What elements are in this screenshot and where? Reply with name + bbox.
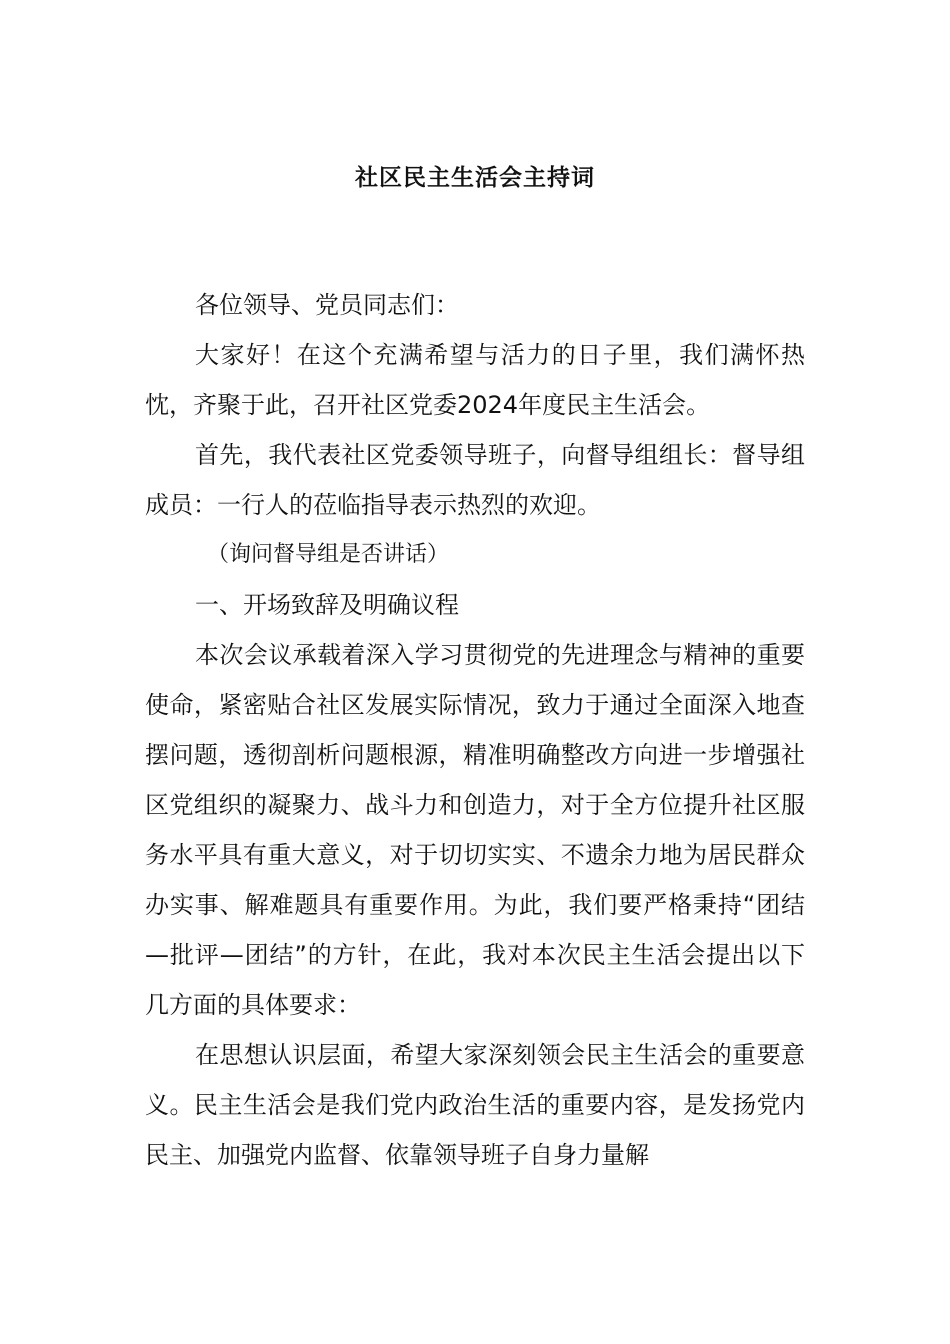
welcome-paragraph: 首先，我代表社区党委领导班子，向督导组组长：督导组成员：一行人的莅临指导表示热烈的欢迎。 <box>145 441 805 519</box>
document-body <box>145 280 805 1180</box>
stage-direction-note: （询问督导组是否讲话） <box>207 542 450 567</box>
meeting-purpose-paragraph: 本次会议承载着深入学习贯彻党的先进理念与精神的重要使命，紧密贴合社区发展实际情况，致力于通过全面深入地查摆问题，透彻剖析问题根源，精准明确整改方向进一步增强社区党组织的凝聚力、战斗力和创造力，对于全方位提升社区服务水平具有重大意义，对于切切实实、不遗余力地为居民群众办实事、解难题具有重要作用。为此，我们要严格秉持“团结—批评—团结”的方针，在此，我对本次民主生活会提出以下几方面的具体要求： <box>145 641 805 1019</box>
document-title: 社区民主生活会主持词 <box>355 165 595 191</box>
ideology-requirement-paragraph: 在思想认识层面，希望大家深刻领会民主生活会的重要意义。民主生活会是我们党内政治生活的重要内容，是发扬党内民主、加强党内监督、依靠领导班子自身力量解 <box>145 1041 805 1169</box>
section-heading: 一、开场致辞及明确议程 <box>195 591 459 619</box>
salutation-paragraph: 各位领导、党员同志们： <box>195 291 459 319</box>
greeting-paragraph: 大家好！在这个充满希望与活力的日子里，我们满怀热忱，齐聚于此，召开社区党委2024年度民主生活会。 <box>145 341 805 419</box>
